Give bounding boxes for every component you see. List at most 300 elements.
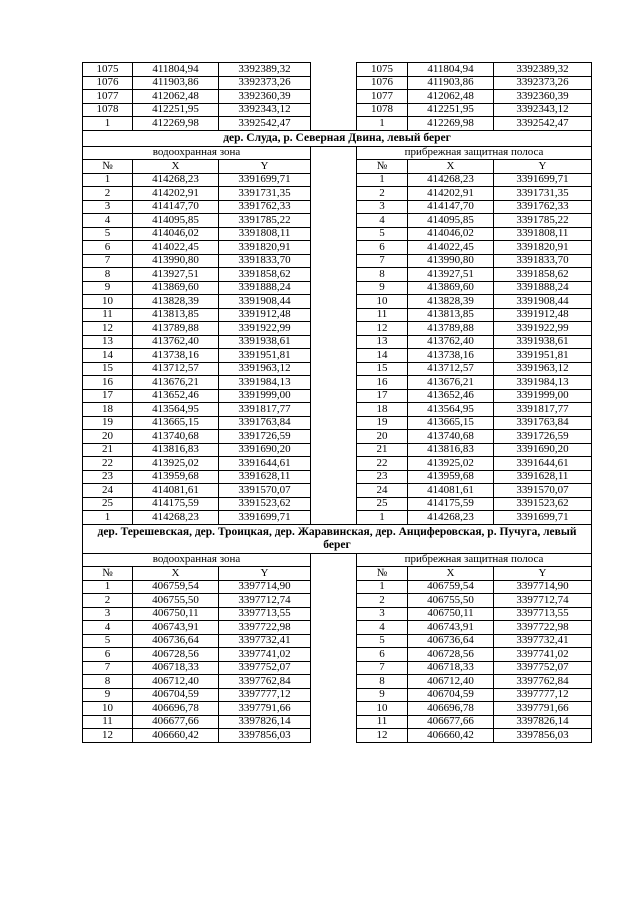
point-number-cell: 5	[83, 227, 133, 241]
column-gap	[311, 715, 357, 729]
table-row	[83, 187, 592, 201]
column-gap	[311, 443, 357, 457]
point-number-cell: 20	[83, 430, 133, 444]
point-number-cell: 3	[83, 200, 133, 214]
column-gap	[311, 567, 357, 581]
section-title: дер. Слуда, р. Северная Двина, левый берег	[83, 130, 592, 146]
x-coordinate-cell: 414022,45	[133, 241, 219, 255]
x-coordinate-cell: 413813,85	[408, 308, 494, 322]
y-coordinate-cell: 3391817,77	[494, 403, 592, 417]
column-gap	[311, 187, 357, 201]
y-coordinate-cell: 3391808,11	[494, 227, 592, 241]
point-number-cell: 9	[357, 281, 408, 295]
column-header-x: X	[133, 567, 219, 581]
table-row	[83, 511, 592, 525]
point-number-cell: 22	[83, 457, 133, 471]
x-coordinate-cell: 414175,59	[133, 497, 219, 511]
point-number-cell: 25	[357, 497, 408, 511]
y-coordinate-cell: 3397856,03	[494, 729, 592, 743]
y-coordinate-cell: 3391922,99	[494, 322, 592, 336]
x-coordinate-cell: 406712,40	[408, 675, 494, 689]
table-row	[83, 594, 592, 608]
point-number-cell: 18	[83, 403, 133, 417]
table-row	[83, 322, 592, 336]
y-coordinate-cell: 3392542,47	[219, 117, 311, 131]
x-coordinate-cell: 406759,54	[133, 580, 219, 594]
y-coordinate-cell: 3391731,35	[494, 187, 592, 201]
table-row	[83, 362, 592, 376]
y-coordinate-cell: 3391690,20	[219, 443, 311, 457]
y-coordinate-cell: 3391817,77	[219, 403, 311, 417]
y-coordinate-cell: 3397791,66	[219, 702, 311, 716]
x-coordinate-cell: 406660,42	[408, 729, 494, 743]
column-gap	[311, 90, 357, 104]
x-coordinate-cell: 414268,23	[408, 511, 494, 525]
point-number-cell: 23	[83, 470, 133, 484]
table-row	[83, 634, 592, 648]
x-coordinate-cell: 413816,83	[133, 443, 219, 457]
table-row	[83, 376, 592, 390]
point-number-cell: 13	[83, 335, 133, 349]
y-coordinate-cell: 3397712,74	[219, 594, 311, 608]
section-title-row	[83, 524, 592, 553]
point-number-cell: 12	[357, 322, 408, 336]
x-coordinate-cell: 413869,60	[133, 281, 219, 295]
x-coordinate-cell: 412062,48	[408, 90, 494, 104]
y-coordinate-cell: 3392542,47	[494, 117, 592, 131]
column-gap	[311, 173, 357, 187]
x-coordinate-cell: 413712,57	[133, 362, 219, 376]
column-header-row	[83, 567, 592, 581]
column-header-x: X	[408, 567, 494, 581]
point-number-cell: 11	[357, 715, 408, 729]
y-coordinate-cell: 3391762,33	[494, 200, 592, 214]
table-row	[83, 443, 592, 457]
column-gap	[311, 470, 357, 484]
column-gap	[311, 227, 357, 241]
x-coordinate-cell: 406677,66	[133, 715, 219, 729]
point-number-cell: 2	[357, 594, 408, 608]
x-coordinate-cell: 414147,70	[408, 200, 494, 214]
point-number-cell: 11	[83, 715, 133, 729]
point-number-cell: 18	[357, 403, 408, 417]
y-coordinate-cell: 3391726,59	[494, 430, 592, 444]
x-coordinate-cell: 413927,51	[408, 268, 494, 282]
column-gap	[311, 349, 357, 363]
x-coordinate-cell: 406750,11	[133, 607, 219, 621]
y-coordinate-cell: 3391999,00	[219, 389, 311, 403]
x-coordinate-cell: 412269,98	[408, 117, 494, 131]
x-coordinate-cell: 412251,95	[408, 103, 494, 117]
point-number-cell: 1	[83, 117, 133, 131]
table-row	[83, 648, 592, 662]
y-coordinate-cell: 3391763,84	[494, 416, 592, 430]
point-number-cell: 10	[357, 295, 408, 309]
column-gap	[311, 376, 357, 390]
x-coordinate-cell: 406750,11	[408, 607, 494, 621]
y-coordinate-cell: 3397826,14	[494, 715, 592, 729]
y-coordinate-cell: 3392389,32	[219, 63, 311, 77]
column-gap	[311, 281, 357, 295]
column-gap	[311, 688, 357, 702]
point-number-cell: 23	[357, 470, 408, 484]
column-header-no: №	[83, 160, 133, 174]
x-coordinate-cell: 413738,16	[133, 349, 219, 363]
y-coordinate-cell: 3391999,00	[494, 389, 592, 403]
column-gap	[311, 580, 357, 594]
table-row	[83, 281, 592, 295]
table-row	[83, 76, 592, 90]
x-coordinate-cell: 413789,88	[133, 322, 219, 336]
y-coordinate-cell: 3392360,39	[494, 90, 592, 104]
x-coordinate-cell: 413813,85	[133, 308, 219, 322]
x-coordinate-cell: 414095,85	[133, 214, 219, 228]
table-row	[83, 349, 592, 363]
y-coordinate-cell: 3392389,32	[494, 63, 592, 77]
y-coordinate-cell: 3391731,35	[219, 187, 311, 201]
y-coordinate-cell: 3391833,70	[219, 254, 311, 268]
x-coordinate-cell: 406728,56	[408, 648, 494, 662]
x-coordinate-cell: 413959,68	[133, 470, 219, 484]
point-number-cell: 5	[83, 634, 133, 648]
point-number-cell: 3	[83, 607, 133, 621]
y-coordinate-cell: 3397762,84	[219, 675, 311, 689]
point-number-cell: 4	[357, 214, 408, 228]
column-header-y: Y	[494, 160, 592, 174]
table-row	[83, 416, 592, 430]
column-gap	[311, 702, 357, 716]
y-coordinate-cell: 3391820,91	[219, 241, 311, 255]
x-coordinate-cell: 414147,70	[133, 200, 219, 214]
point-number-cell: 6	[83, 241, 133, 255]
x-coordinate-cell: 414095,85	[408, 214, 494, 228]
y-coordinate-cell: 3391912,48	[494, 308, 592, 322]
x-coordinate-cell: 413925,02	[408, 457, 494, 471]
y-coordinate-cell: 3397713,55	[494, 607, 592, 621]
point-number-cell: 21	[357, 443, 408, 457]
y-coordinate-cell: 3397714,90	[494, 580, 592, 594]
y-coordinate-cell: 3391644,61	[219, 457, 311, 471]
point-number-cell: 4	[83, 621, 133, 635]
y-coordinate-cell: 3397732,41	[219, 634, 311, 648]
x-coordinate-cell: 414022,45	[408, 241, 494, 255]
x-coordinate-cell: 406704,59	[408, 688, 494, 702]
x-coordinate-cell: 413816,83	[408, 443, 494, 457]
left-zone-label: водоохранная зона	[83, 553, 311, 567]
y-coordinate-cell: 3391858,62	[219, 268, 311, 282]
table-row	[83, 227, 592, 241]
column-gap	[311, 416, 357, 430]
column-gap	[311, 295, 357, 309]
table-row	[83, 580, 592, 594]
table-row	[83, 403, 592, 417]
point-number-cell: 11	[83, 308, 133, 322]
table-row	[83, 715, 592, 729]
table-row	[83, 430, 592, 444]
y-coordinate-cell: 3391938,61	[494, 335, 592, 349]
x-coordinate-cell: 406736,64	[133, 634, 219, 648]
y-coordinate-cell: 3391908,44	[494, 295, 592, 309]
point-number-cell: 7	[83, 254, 133, 268]
column-gap	[311, 389, 357, 403]
table-row	[83, 241, 592, 255]
point-number-cell: 5	[357, 227, 408, 241]
y-coordinate-cell: 3397713,55	[219, 607, 311, 621]
x-coordinate-cell: 414268,23	[133, 173, 219, 187]
y-coordinate-cell: 3391785,22	[219, 214, 311, 228]
point-number-cell: 9	[83, 281, 133, 295]
point-number-cell: 21	[83, 443, 133, 457]
column-gap	[311, 675, 357, 689]
table-row	[83, 335, 592, 349]
point-number-cell: 10	[83, 702, 133, 716]
point-number-cell: 8	[357, 675, 408, 689]
y-coordinate-cell: 3397856,03	[219, 729, 311, 743]
table-row	[83, 470, 592, 484]
point-number-cell: 3	[357, 200, 408, 214]
y-coordinate-cell: 3392373,26	[494, 76, 592, 90]
y-coordinate-cell: 3391888,24	[494, 281, 592, 295]
y-coordinate-cell: 3391951,81	[219, 349, 311, 363]
y-coordinate-cell: 3391570,07	[494, 484, 592, 498]
x-coordinate-cell: 413652,46	[408, 389, 494, 403]
point-number-cell: 6	[357, 648, 408, 662]
x-coordinate-cell: 413665,15	[408, 416, 494, 430]
x-coordinate-cell: 413762,40	[408, 335, 494, 349]
x-coordinate-cell: 413828,39	[408, 295, 494, 309]
y-coordinate-cell: 3391699,71	[219, 173, 311, 187]
point-number-cell: 19	[83, 416, 133, 430]
y-coordinate-cell: 3391984,13	[219, 376, 311, 390]
x-coordinate-cell: 412269,98	[133, 117, 219, 131]
point-number-cell: 12	[83, 729, 133, 743]
y-coordinate-cell: 3391699,71	[494, 173, 592, 187]
table-row	[83, 295, 592, 309]
point-number-cell: 8	[357, 268, 408, 282]
point-number-cell: 4	[357, 621, 408, 635]
x-coordinate-cell: 413990,80	[133, 254, 219, 268]
x-coordinate-cell: 414046,02	[408, 227, 494, 241]
y-coordinate-cell: 3397722,98	[219, 621, 311, 635]
x-coordinate-cell: 413927,51	[133, 268, 219, 282]
table-row	[83, 268, 592, 282]
y-coordinate-cell: 3391820,91	[494, 241, 592, 255]
point-number-cell: 9	[83, 688, 133, 702]
x-coordinate-cell: 413740,68	[133, 430, 219, 444]
x-coordinate-cell: 406743,91	[408, 621, 494, 635]
point-number-cell: 15	[357, 362, 408, 376]
point-number-cell: 1078	[83, 103, 133, 117]
table-row	[83, 63, 592, 77]
x-coordinate-cell: 414202,91	[133, 187, 219, 201]
point-number-cell: 1	[357, 173, 408, 187]
y-coordinate-cell: 3391912,48	[219, 308, 311, 322]
point-number-cell: 24	[357, 484, 408, 498]
point-number-cell: 2	[357, 187, 408, 201]
point-number-cell: 16	[83, 376, 133, 390]
table-row	[83, 90, 592, 104]
y-coordinate-cell: 3391690,20	[494, 443, 592, 457]
y-coordinate-cell: 3391785,22	[494, 214, 592, 228]
x-coordinate-cell: 406677,66	[408, 715, 494, 729]
column-header-y: Y	[494, 567, 592, 581]
x-coordinate-cell: 411804,94	[408, 63, 494, 77]
y-coordinate-cell: 3391628,11	[494, 470, 592, 484]
x-coordinate-cell: 413959,68	[408, 470, 494, 484]
point-number-cell: 12	[357, 729, 408, 743]
coordinates-table	[82, 62, 592, 743]
x-coordinate-cell: 413564,95	[408, 403, 494, 417]
x-coordinate-cell: 406718,33	[133, 661, 219, 675]
zone-label-row	[83, 146, 592, 160]
table-row	[83, 688, 592, 702]
right-zone-label: прибрежная защитная полоса	[357, 553, 592, 567]
column-gap	[311, 103, 357, 117]
x-coordinate-cell: 413652,46	[133, 389, 219, 403]
point-number-cell: 22	[357, 457, 408, 471]
column-gap	[311, 430, 357, 444]
x-coordinate-cell: 413990,80	[408, 254, 494, 268]
column-gap	[311, 661, 357, 675]
y-coordinate-cell: 3391523,62	[494, 497, 592, 511]
column-header-y: Y	[219, 567, 311, 581]
table-row	[83, 484, 592, 498]
x-coordinate-cell: 412062,48	[133, 90, 219, 104]
column-header-row	[83, 160, 592, 174]
coordinates-document	[82, 62, 591, 743]
point-number-cell: 2	[83, 594, 133, 608]
point-number-cell: 14	[83, 349, 133, 363]
x-coordinate-cell: 406704,59	[133, 688, 219, 702]
column-header-x: X	[408, 160, 494, 174]
column-gap	[311, 160, 357, 174]
table-row	[83, 308, 592, 322]
x-coordinate-cell: 414046,02	[133, 227, 219, 241]
x-coordinate-cell: 406736,64	[408, 634, 494, 648]
point-number-cell: 17	[83, 389, 133, 403]
column-gap	[311, 268, 357, 282]
column-gap	[311, 511, 357, 525]
y-coordinate-cell: 3397762,84	[494, 675, 592, 689]
point-number-cell: 12	[83, 322, 133, 336]
table-row	[83, 200, 592, 214]
column-gap	[311, 76, 357, 90]
y-coordinate-cell: 3397826,14	[219, 715, 311, 729]
x-coordinate-cell: 406718,33	[408, 661, 494, 675]
point-number-cell: 6	[357, 241, 408, 255]
y-coordinate-cell: 3391570,07	[219, 484, 311, 498]
column-gap	[311, 403, 357, 417]
table-row	[83, 254, 592, 268]
column-gap	[311, 607, 357, 621]
y-coordinate-cell: 3397752,07	[219, 661, 311, 675]
y-coordinate-cell: 3397741,02	[494, 648, 592, 662]
x-coordinate-cell: 406743,91	[133, 621, 219, 635]
point-number-cell: 1	[357, 580, 408, 594]
y-coordinate-cell: 3397732,41	[494, 634, 592, 648]
y-coordinate-cell: 3391808,11	[219, 227, 311, 241]
point-number-cell: 20	[357, 430, 408, 444]
x-coordinate-cell: 406660,42	[133, 729, 219, 743]
y-coordinate-cell: 3391908,44	[219, 295, 311, 309]
y-coordinate-cell: 3391938,61	[219, 335, 311, 349]
y-coordinate-cell: 3392343,12	[219, 103, 311, 117]
column-gap	[311, 63, 357, 77]
table-row	[83, 675, 592, 689]
point-number-cell: 1077	[83, 90, 133, 104]
y-coordinate-cell: 3391984,13	[494, 376, 592, 390]
column-gap	[311, 308, 357, 322]
y-coordinate-cell: 3397777,12	[494, 688, 592, 702]
point-number-cell: 15	[83, 362, 133, 376]
point-number-cell: 24	[83, 484, 133, 498]
column-gap	[311, 484, 357, 498]
x-coordinate-cell: 413925,02	[133, 457, 219, 471]
y-coordinate-cell: 3397722,98	[494, 621, 592, 635]
x-coordinate-cell: 411804,94	[133, 63, 219, 77]
column-header-x: X	[133, 160, 219, 174]
x-coordinate-cell: 413564,95	[133, 403, 219, 417]
point-number-cell: 16	[357, 376, 408, 390]
point-number-cell: 13	[357, 335, 408, 349]
column-gap	[311, 254, 357, 268]
table-row	[83, 457, 592, 471]
y-coordinate-cell: 3391762,33	[219, 200, 311, 214]
point-number-cell: 1	[357, 511, 408, 525]
table-row	[83, 497, 592, 511]
x-coordinate-cell: 413676,21	[133, 376, 219, 390]
y-coordinate-cell: 3391644,61	[494, 457, 592, 471]
point-number-cell: 1	[83, 511, 133, 525]
point-number-cell: 1075	[83, 63, 133, 77]
x-coordinate-cell: 413762,40	[133, 335, 219, 349]
point-number-cell: 8	[83, 675, 133, 689]
column-gap	[311, 621, 357, 635]
point-number-cell: 3	[357, 607, 408, 621]
x-coordinate-cell: 406728,56	[133, 648, 219, 662]
y-coordinate-cell: 3391699,71	[219, 511, 311, 525]
y-coordinate-cell: 3391726,59	[219, 430, 311, 444]
point-number-cell: 7	[83, 661, 133, 675]
point-number-cell: 11	[357, 308, 408, 322]
y-coordinate-cell: 3391628,11	[219, 470, 311, 484]
section-title: дер. Терешевская, дер. Троицкая, дер. Жаравинская, дер. Анциферовская, р. Пучуга, левый берег	[83, 524, 592, 553]
y-coordinate-cell: 3391951,81	[494, 349, 592, 363]
y-coordinate-cell: 3391888,24	[219, 281, 311, 295]
y-coordinate-cell: 3391963,12	[219, 362, 311, 376]
point-number-cell: 1076	[357, 76, 408, 90]
table-row	[83, 702, 592, 716]
x-coordinate-cell: 414268,23	[133, 511, 219, 525]
point-number-cell: 1077	[357, 90, 408, 104]
y-coordinate-cell: 3391523,62	[219, 497, 311, 511]
point-number-cell: 1	[83, 173, 133, 187]
column-gap	[311, 362, 357, 376]
column-gap	[311, 634, 357, 648]
x-coordinate-cell: 413869,60	[408, 281, 494, 295]
column-gap	[311, 553, 357, 567]
column-gap	[311, 241, 357, 255]
point-number-cell: 5	[357, 634, 408, 648]
column-header-no: №	[83, 567, 133, 581]
x-coordinate-cell: 413712,57	[408, 362, 494, 376]
x-coordinate-cell: 413676,21	[408, 376, 494, 390]
column-gap	[311, 729, 357, 743]
x-coordinate-cell: 413828,39	[133, 295, 219, 309]
column-header-no: №	[357, 160, 408, 174]
point-number-cell: 2	[83, 187, 133, 201]
table-row	[83, 729, 592, 743]
